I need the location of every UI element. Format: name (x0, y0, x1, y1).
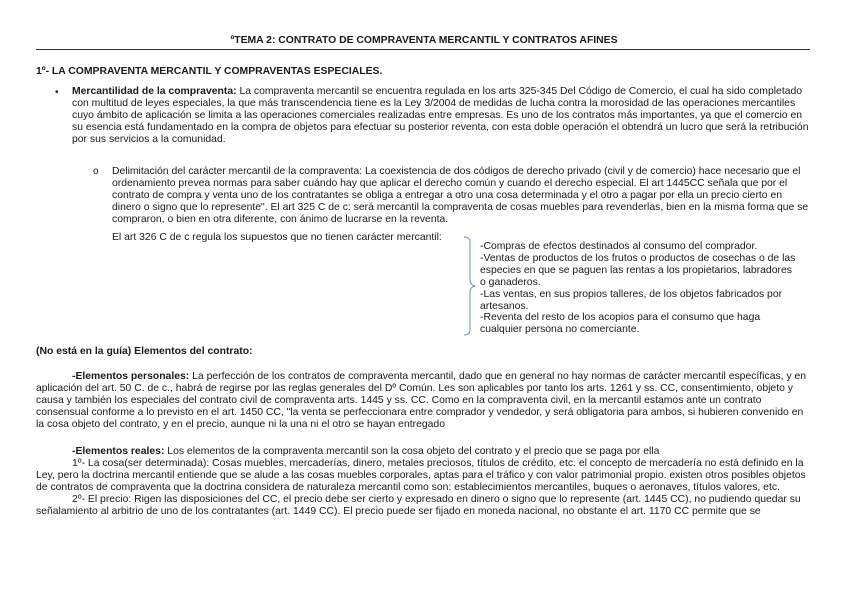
elements-heading: (No está en la guía) Elementos del contrato: (36, 346, 253, 357)
exclusions-list (480, 241, 800, 336)
personal-label: -Elementos personales: (72, 371, 190, 382)
bullet-label: Mercantilidad de la compraventa: (72, 86, 237, 97)
circle-bullet-icon: o (93, 166, 99, 177)
bullet-icon: • (55, 87, 59, 98)
personal-text: La perfección de los contratos de compraventa mercantil, dado que en general no hay normas de carácter mercantil específicas, y en aplicación del art. 50 C. de c., habrá de regirse por las reglas generales del Dº Común. Les son aplicables por tanto los arts. 1261 y ss. CC, consentimiento, objeto y causa y también los especiales del contrato civil de compraventa arts. 1445 y ss. CC. Como en la compraventa civil, en la mercantil estamos ante un contrato consensual conforme a lo previsto en el art. 1450 CC, "la venta se perfeccionara entre comprador y vendedor, y será obligatoria para ambos, si hubieren convenido en la cosa objeto del contrato, y en el precio, aunque ni la una ni el otro se hayan entregado (36, 371, 807, 430)
real-label: -Elementos reales: (72, 446, 165, 457)
real-elements-block (36, 446, 812, 517)
real-item-thing: 1º- La cosa(ser determinada): Cosas muebles, mercaderías, dinero, metales preciosos, títulos de crédito, etc. el concepto de mercadería no está definido en la Ley, pero la doctrina mercantil entiende que se alude a las cosas muebles corporales, aptas para el tráfico y con valor patrimonial propio. existen otros posibles objetos de contratos de compraventa que la doctrina considera de naturaleza mercantil como son: establecimientos mercantiles, buques o aeronaves, títulos valores, etc. (36, 457, 806, 493)
section-heading: 1º- LA COMPRAVENTA MERCANTIL Y COMPRAVENTAS ESPECIALES. (36, 66, 383, 77)
page-title: ºTEMA 2: CONTRATO DE COMPRAVENTA MERCANTIL Y CONTRATOS AFINES (230, 35, 618, 46)
bullet-paragraph (72, 86, 812, 146)
bullet-text: La compraventa mercantil se encuentra regulada en los arts 325-345 Del Código de Comercio, el cual ha sido completado con multitud de leyes especiales, la que más transcendencia tiene es la Ley 3/2004 de medidas de lucha contra la morosidad de las operaciones mercantiles cuyo ámbito de aplicación se limita a las operaciones comerciales realizadas entre empresas. Es uno de los contratos más importantes, ya que el comercio en su esencia está fundamentado en la compra de objetos para efectuar su posterior reventa, con esta doble operación el obtendrá un lucro que será la retribución por sus servicios a la comunidad. (72, 86, 809, 145)
personal-elements-paragraph (36, 371, 812, 431)
list-item: -Compras de efectos destinados al consumo del comprador. (480, 241, 758, 252)
sub-bullet-paragraph: Delimitación del carácter mercantil de la compraventa: La coexistencia de dos códigos de derecho privado (civil y de comercio) hace necesario que el ordenamiento prevea normas para saber cuándo hay que aplicar el derecho común y cuando el derecho especial. El art 1445CC señala que por el contrato de compra y venta uno de los contratantes se obliga a entregar a otro una cosa determinada y el otro a pagar por ella un precio cierto en dinero o signo que lo represente". El art 325 C de c: será mercantil la compraventa de cosas muebles para revenderlas, bien en la misma forma que se compraron, o bien en otra diferente, con ánimo de lucrarse en la reventa. (112, 166, 809, 225)
list-item: -Las ventas, en sus propios talleres, de los objetos fabricados por artesanos. (480, 288, 783, 312)
brace-icon (462, 236, 476, 336)
real-elements-intro (36, 446, 812, 458)
list-item: -Ventas de productos de los frutos o productos de cosechas o de las especies en que se paguen las rentas a los propietarios, labradores o ganaderos. (480, 252, 796, 288)
real-text: Los elementos de la compraventa mercantil son la cosa objeto del contrato y el precio que se paga por ella (164, 446, 660, 457)
list-item: -Reventa del resto de los acopios para el consumo que haga cualquier persona no comerciante. (480, 312, 761, 336)
real-item-price: 2º- El precio: Rigen las disposiciones del CC, el precio debe ser cierto y expresado en dinero o signo que lo represente (art. 1445 CC), no pudiendo quedar su señalamiento al arbitrio de uno de los contratantes (art. 1449 CC). El precio puede ser fijado en moneda nacional, no obstante el art. 1170 CC permite que se (36, 493, 801, 517)
art326-line: El art 326 C de c regula los supuestos que no tienen carácter mercantil: (112, 232, 442, 243)
title-divider (36, 49, 810, 50)
